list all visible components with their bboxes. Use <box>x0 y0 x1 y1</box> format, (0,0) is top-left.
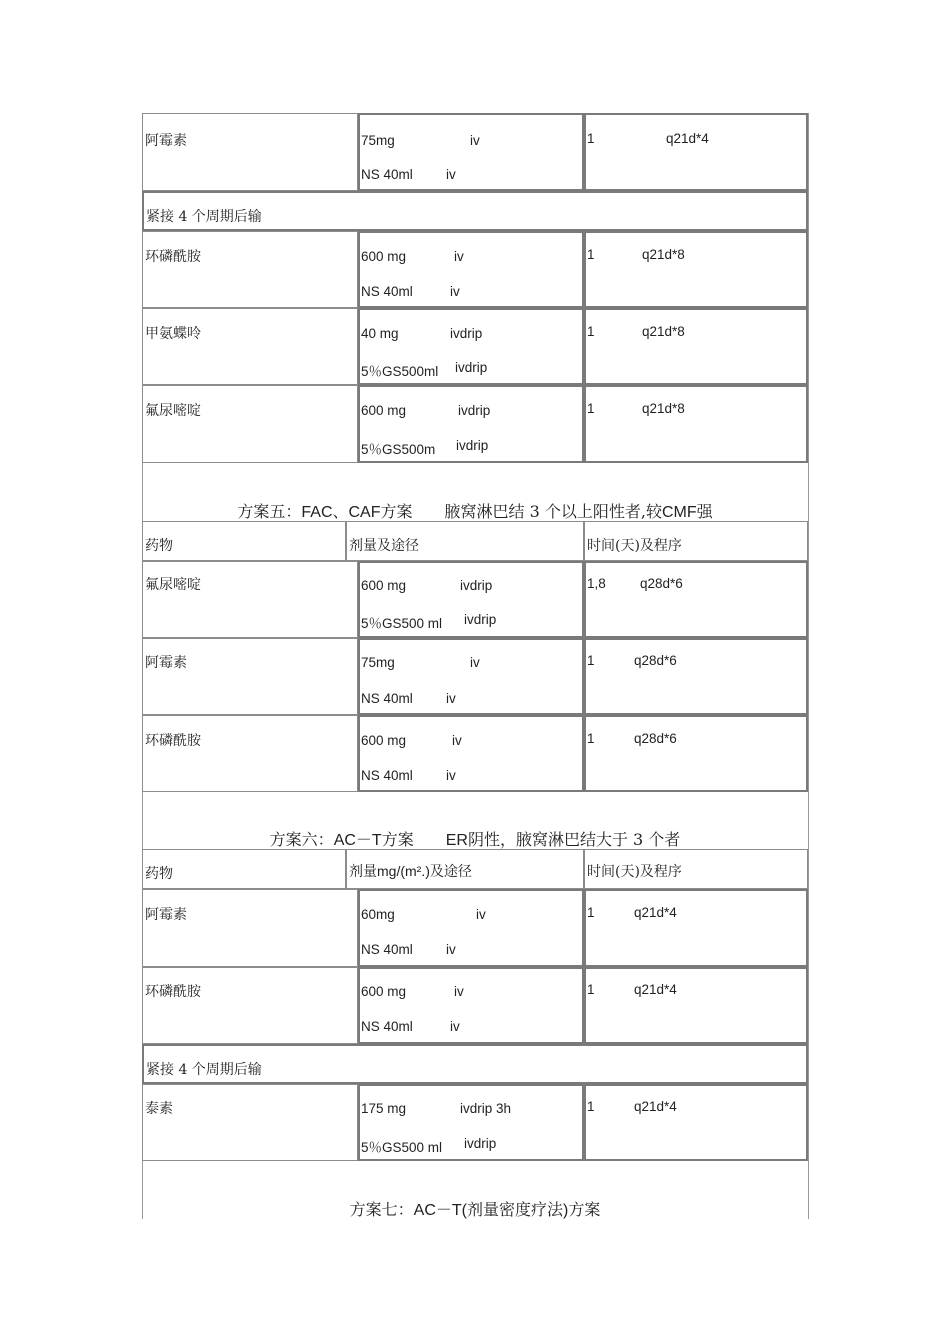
table-header-row <box>142 849 809 889</box>
dose: 175 mg <box>361 1101 407 1116</box>
route: iv <box>454 249 464 264</box>
day: 1 <box>587 131 595 146</box>
header-dose: 剂量及途径 <box>349 538 419 554</box>
drug-name: 甲氨蝶呤 <box>145 326 201 342</box>
header-drug: 药物 <box>145 538 173 554</box>
drug-name: 环磷酰胺 <box>145 733 201 749</box>
route: ivdrip <box>456 438 489 453</box>
table-row <box>142 561 809 638</box>
followup-text: 紧接 4 个周期后输 <box>146 209 262 225</box>
drug-name: 阿霉素 <box>145 133 187 149</box>
cycle: q21d*8 <box>642 401 685 416</box>
table-row <box>142 1084 809 1161</box>
drug-name: 氟尿嘧啶 <box>145 577 201 593</box>
followup-row <box>142 1044 809 1084</box>
drug-name: 环磷酰胺 <box>145 249 201 265</box>
solvent: 5％GS500 ml <box>361 1140 443 1155</box>
plan6-title: 方案六：AC－T方案 ER阴性，腋窝淋巴结大于 3 个者 <box>269 830 681 849</box>
day: 1 <box>587 324 595 339</box>
cycle: q28d*6 <box>634 653 677 668</box>
day: 1 <box>587 401 595 416</box>
route: ivdrip <box>455 360 488 375</box>
cycle: q21d*4 <box>634 982 677 997</box>
table-row <box>142 889 809 967</box>
drug-name: 泰素 <box>145 1101 173 1117</box>
day: 1 <box>587 982 595 997</box>
cycle: q21d*4 <box>634 1099 677 1114</box>
solvent: 5％GS500 ml <box>361 616 443 631</box>
solvent: NS 40ml <box>361 768 413 783</box>
route: iv <box>470 133 480 148</box>
header-drug: 药物 <box>145 866 173 882</box>
route: iv <box>446 167 456 182</box>
day: 1 <box>587 653 595 668</box>
dose: 75mg <box>361 133 395 148</box>
table-row <box>142 385 809 463</box>
dose: 600 mg <box>361 249 407 264</box>
table-row <box>142 308 809 385</box>
day: 1 <box>587 1099 595 1114</box>
table-row <box>142 113 809 191</box>
plan5-title: 方案五：FAC、CAF方案 腋窝淋巴结 3 个以上阳性者,较CMF强 <box>237 502 713 521</box>
followup-row <box>142 191 809 231</box>
route: ivdrip <box>460 578 493 593</box>
dose: 600 mg <box>361 984 407 999</box>
route: ivdrip <box>464 612 497 627</box>
plan7-title: 方案七：AC－T(剂量密度疗法)方案 <box>349 1200 601 1219</box>
cycle: q21d*8 <box>642 324 685 339</box>
solvent: NS 40ml <box>361 691 413 706</box>
drug-name: 环磷酰胺 <box>145 984 201 1000</box>
route: iv <box>476 907 486 922</box>
table-row <box>142 638 809 715</box>
header-time: 时间(天)及程序 <box>587 864 682 880</box>
cycle: q21d*4 <box>634 905 677 920</box>
cycle: q21d*8 <box>642 247 685 262</box>
header-dose: 剂量mg/(m².)及途径 <box>349 863 472 880</box>
page-frame <box>142 113 809 1219</box>
table-row <box>142 715 809 792</box>
route: iv <box>446 691 456 706</box>
route: ivdrip <box>464 1136 497 1151</box>
day: 1,8 <box>587 576 606 591</box>
route: iv <box>446 768 456 783</box>
route: ivdrip <box>450 326 483 341</box>
solvent: 5％GS500ml <box>361 364 439 379</box>
table-header-row <box>142 521 809 561</box>
route: iv <box>454 984 464 999</box>
route: ivdrip <box>458 403 491 418</box>
dose: 40 mg <box>361 326 399 341</box>
followup-text: 紧接 4 个周期后输 <box>146 1062 262 1078</box>
route: iv <box>450 1019 460 1034</box>
route: ivdrip 3h <box>460 1101 512 1116</box>
route: iv <box>446 942 456 957</box>
day: 1 <box>587 731 595 746</box>
route: iv <box>452 733 462 748</box>
drug-name: 氟尿嘧啶 <box>145 403 201 419</box>
cycle: q21d*4 <box>666 131 709 146</box>
header-time: 时间(天)及程序 <box>587 538 682 554</box>
solvent: NS 40ml <box>361 942 413 957</box>
cycle: q28d*6 <box>634 731 677 746</box>
dose: 600 mg <box>361 578 407 593</box>
dose: 600 mg <box>361 733 407 748</box>
drug-name: 阿霉素 <box>145 907 187 923</box>
route: iv <box>450 284 460 299</box>
table-row <box>142 231 809 308</box>
day: 1 <box>587 247 595 262</box>
solvent: NS 40ml <box>361 284 413 299</box>
dose: 60mg <box>361 907 395 922</box>
day: 1 <box>587 905 595 920</box>
route: iv <box>470 655 480 670</box>
dose: 600 mg <box>361 403 407 418</box>
dose: 75mg <box>361 655 395 670</box>
solvent: NS 40ml <box>361 1019 413 1034</box>
table-row <box>142 967 809 1044</box>
solvent: NS 40ml <box>361 167 413 182</box>
drug-name: 阿霉素 <box>145 655 187 671</box>
cycle: q28d*6 <box>640 576 683 591</box>
solvent: 5％GS500m <box>361 442 436 457</box>
